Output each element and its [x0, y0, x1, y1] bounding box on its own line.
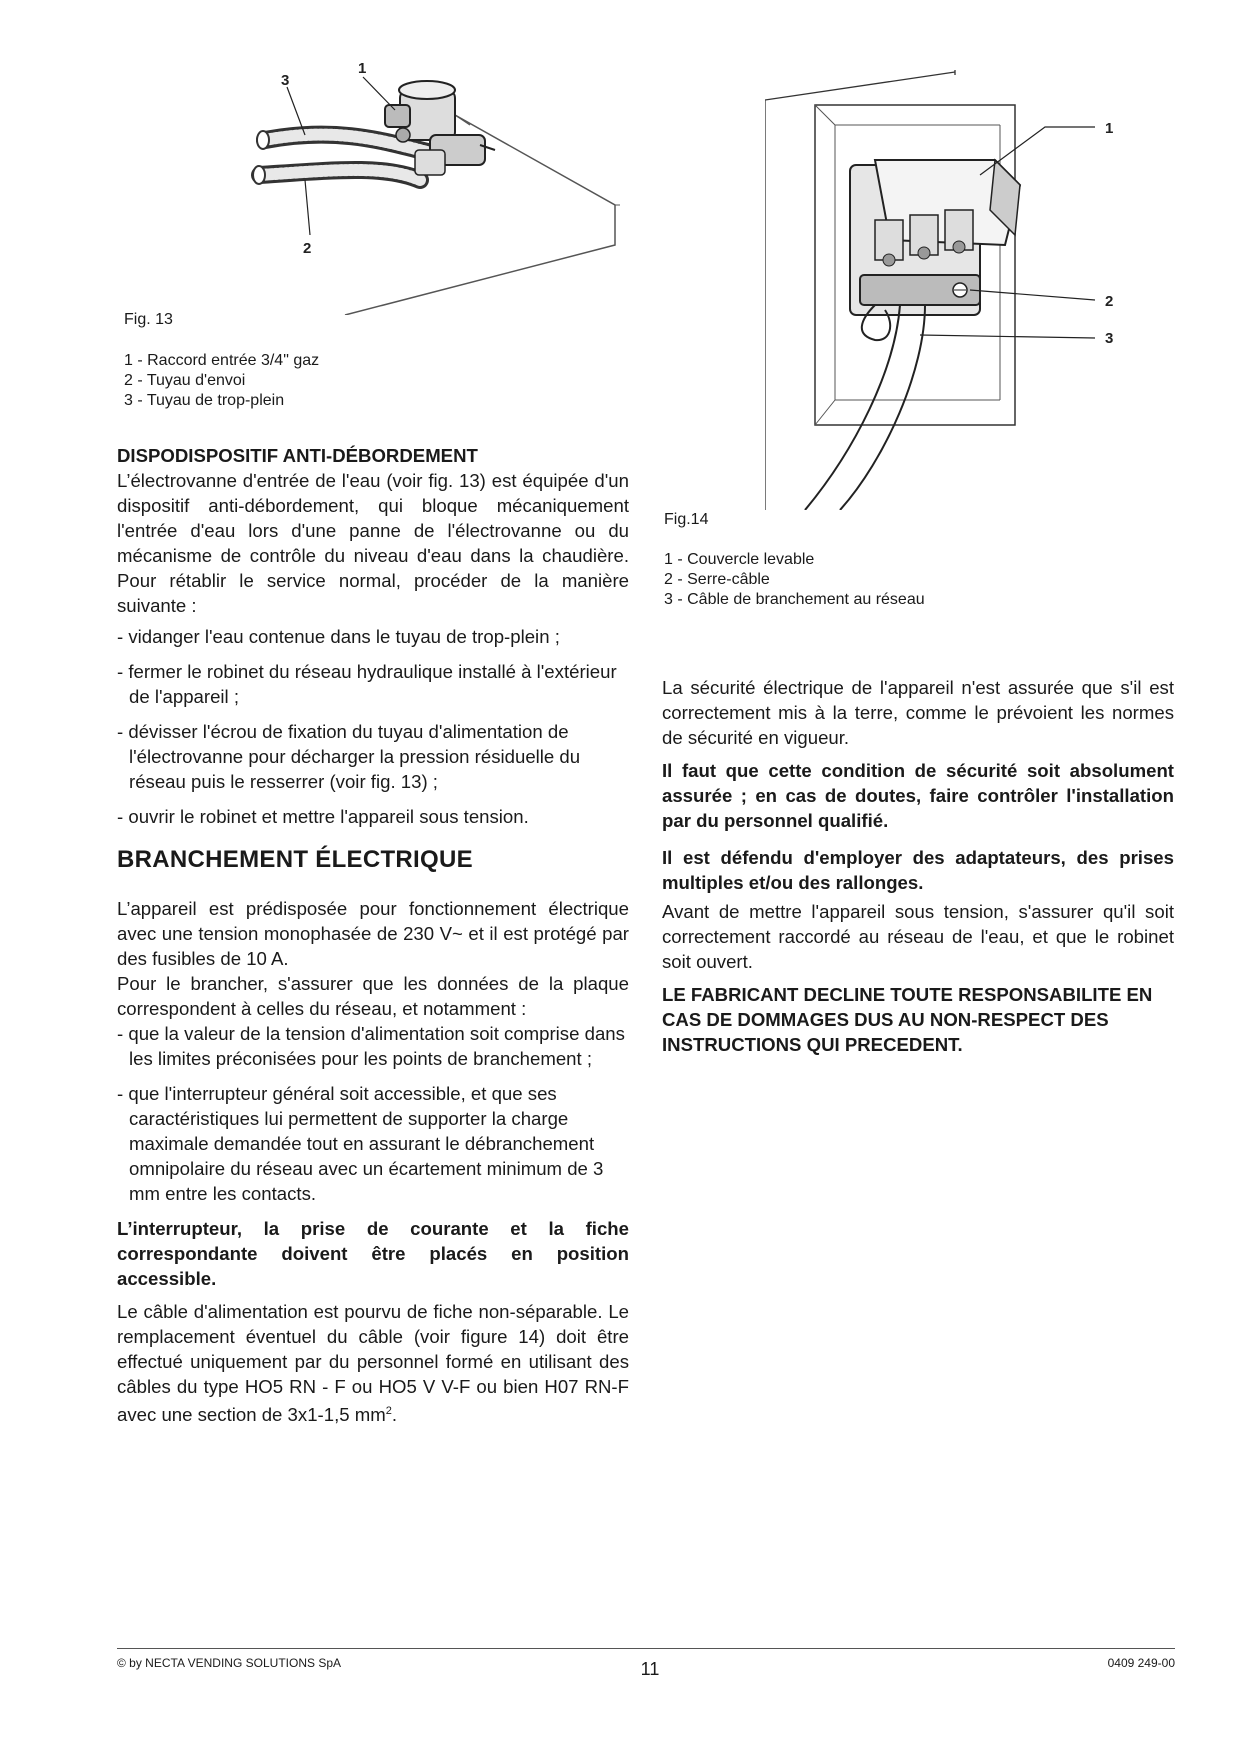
fig14-drawing: [765, 70, 1135, 510]
section-heading-anti-debordement: DISPODISPOSITIF ANTI-DÉBORDEMENT: [117, 445, 478, 466]
fig14-callout-3: 3: [1105, 330, 1114, 347]
anti-debordement-intro: L’électrovanne d'entrée de l'eau (voir fig. 13) est équipée d'un dispositif anti-débordement, qui bloque mécaniquement l'entrée d'eau lors d'une panne de l'électrovanne ou du mécanisme de contrôle du niveau d'eau dans la chaudière. Pour rétablir le service normal, procéder de la manière suivante :: [117, 470, 629, 616]
footer-copyright: © by NECTA VENDING SOLUTIONS SpA: [117, 1656, 342, 1670]
securite-p2: Avant de mettre l'appareil sous tension, s'assurer qu'il soit correctement raccordé au réseau de l'eau, et que le robinet soit ouvert.: [662, 901, 1174, 972]
superscript: 2: [385, 1405, 392, 1417]
branchement-conditions: [117, 1021, 629, 1206]
fig13-legend-item: 2 - Tuyau d'envoi: [124, 372, 246, 389]
section-heading-branchement: BRANCHEMENT ÉLECTRIQUE: [117, 846, 473, 873]
fig13-legend-item: 1 - Raccord entrée 3/4" gaz: [124, 352, 320, 369]
list-item: - que l'interrupteur général soit accessible, et que ses caractéristiques lui permettent de supporter la charge maximale demandée tout en assurant le débranchement omnipolaire du réseau avec un écartement minimum de 3 mm entre les contacts.: [117, 1081, 629, 1206]
fig13-callout-1: 1: [358, 60, 367, 77]
branchement-p1: L’appareil est prédisposée pour fonctionnement électrique avec une tension monophasée de 230 V~ et il est protégé par des fusibles de 10 A.: [117, 898, 629, 969]
list-item: - que la valeur de la tension d'alimentation soit comprise dans les limites préconisées pour les points de branchement ;: [117, 1021, 629, 1071]
fig13-legend: [124, 351, 319, 411]
fig13-illustration: [225, 55, 635, 315]
list-item: - dévisser l'écrou de fixation du tuyau d'alimentation de l'électrovanne pour décharger la pression résiduelle du réseau puis le resserrer (voir fig. 13) ;: [117, 719, 629, 794]
footer-doc-code: 0409 249-00: [1107, 1656, 1175, 1670]
anti-debordement-steps: [117, 624, 629, 829]
fig14-legend-item: 1 - Couvercle levable: [664, 551, 815, 568]
fig14-callout-2: 2: [1105, 293, 1114, 310]
fig13-callout-2: 2: [303, 240, 312, 257]
fig14-illustration: [765, 70, 1135, 510]
fig14-legend-item: 2 - Serre-câble: [664, 571, 770, 588]
fig14-label: Fig.14: [664, 511, 709, 528]
right-column: [662, 675, 1174, 1057]
branchement-p3-text: Le câble d'alimentation est pourvu de fiche non-séparable. Le remplacement éventuel du câble (voir figure 14) doit être effectué uniquement par du personnel formé en utilisant des câbles du type HO5 RN - F ou HO5 V V-F ou bien H07 RN-F avec une section de 3x1-1,5 mm: [117, 1301, 629, 1426]
securite-disclaimer: LE FABRICANT DECLINE TOUTE RESPONSABILITE EN CAS DE DOMMAGES DUS AU NON-RESPECT DES INSTRUCTIONS QUI PRECEDENT.: [662, 984, 1153, 1055]
securite-p1: La sécurité électrique de l'appareil n'est assurée que s'il est correctement mis à la terre, comme le prévoient les normes de sécurité en vigueur.: [662, 677, 1174, 748]
branchement-p3-end: .: [391, 1404, 398, 1426]
list-item: - ouvrir le robinet et mettre l'appareil sous tension.: [117, 804, 629, 829]
securite-bold1: Il faut que cette condition de sécurité soit absolument assurée ; en cas de doutes, faire contrôler l'installation par du personnel qualifié.: [662, 760, 1174, 831]
fig13-legend-item: 3 - Tuyau de trop-plein: [124, 392, 285, 409]
list-item: - vidanger l'eau contenue dans le tuyau de trop-plein ;: [117, 624, 629, 649]
branchement-warning: L’interrupteur, la prise de courante et la fiche correspondante doivent être placés en position accessible.: [117, 1218, 629, 1289]
left-column: [117, 443, 629, 1427]
fig14-legend: [664, 550, 925, 610]
branchement-p2: Pour le brancher, s'assurer que les données de la plaque correspondent à celles du réseau, et notamment :: [117, 973, 629, 1019]
fig13-callout-3: 3: [281, 72, 290, 89]
fig14-legend-item: 3 - Câble de branchement au réseau: [664, 591, 925, 608]
branchement-p3: [117, 1299, 629, 1427]
fig13-drawing: [225, 55, 635, 315]
fig14-callout-1: 1: [1105, 120, 1114, 137]
page-number: 11: [640, 1659, 660, 1679]
footer-rule: [117, 1648, 1175, 1649]
fig13-label: Fig. 13: [124, 311, 173, 328]
securite-bold2: Il est défendu d'employer des adaptateurs, des prises multiples et/ou des rallonges.: [662, 847, 1174, 893]
list-item: - fermer le robinet du réseau hydraulique installé à l'extérieur de l'appareil ;: [117, 659, 629, 709]
